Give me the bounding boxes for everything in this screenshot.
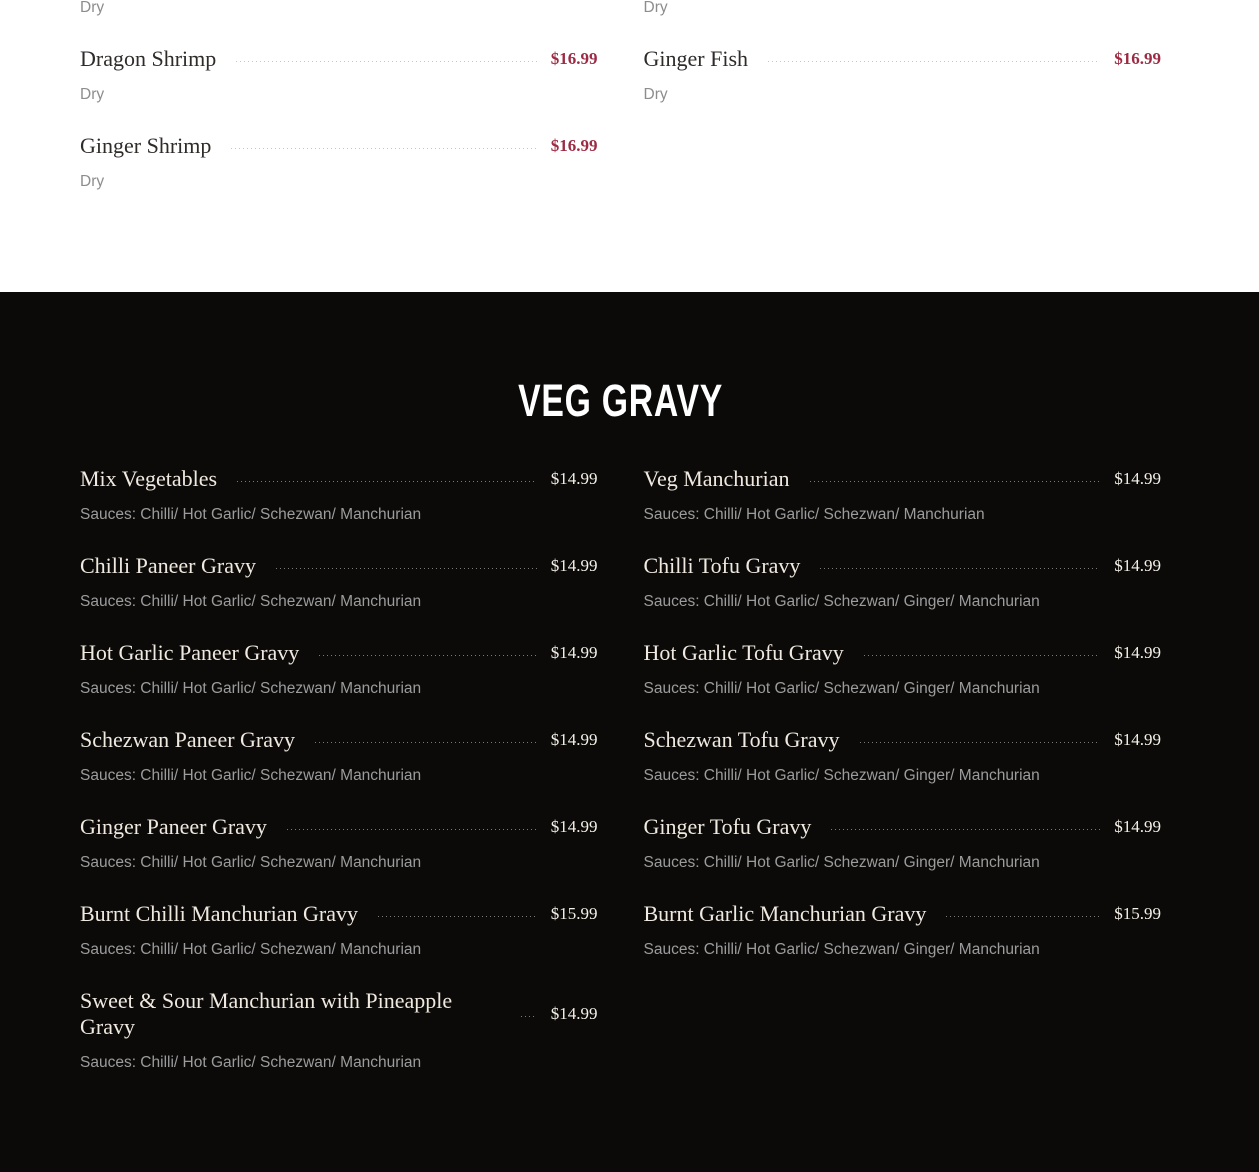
dotted-leader — [315, 741, 537, 743]
dotted-leader — [236, 60, 536, 62]
menu-item-name: Ginger Shrimp — [80, 133, 212, 158]
menu-item-name: Schezwan Tofu Gravy — [643, 727, 840, 752]
menu-item-row — [644, 727, 1162, 753]
menu-item-price: $14.99 — [550, 730, 598, 749]
menu-item — [80, 727, 598, 786]
menu-item-description: Dry — [643, 0, 668, 16]
dark-section-columns — [80, 466, 1161, 1101]
section-heading — [80, 374, 1161, 428]
menu-item-name: Dragon Shrimp — [80, 46, 217, 71]
menu-item — [80, 0, 598, 18]
menu-item-row — [80, 466, 598, 492]
menu-item-price: $15.99 — [1114, 904, 1161, 923]
menu-item-description: Sauces: Chilli/ Hot Garlic/ Schezwan/ Manchurian — [80, 506, 422, 523]
dotted-leader — [521, 1015, 537, 1017]
dotted-leader — [319, 654, 536, 656]
menu-item — [80, 466, 598, 525]
menu-item-row — [644, 466, 1162, 492]
dotted-leader — [820, 567, 1100, 569]
menu-item-name: Ginger Tofu Gravy — [643, 814, 812, 839]
dotted-leader — [237, 480, 537, 482]
menu-item — [644, 727, 1162, 786]
menu-item-description: Sauces: Chilli/ Hot Garlic/ Schezwan/ Manchurian — [80, 680, 422, 697]
dotted-leader — [860, 741, 1101, 743]
light-section-container — [80, 0, 1161, 220]
menu-item-row — [80, 814, 598, 840]
menu-item-row — [80, 133, 598, 159]
menu-item-name: Ginger Fish — [643, 46, 748, 71]
menu-item — [80, 988, 598, 1073]
menu-item-description: Sauces: Chilli/ Hot Garlic/ Schezwan/ Ginger/ Manchurian — [643, 941, 1040, 958]
menu-item — [644, 0, 1162, 18]
menu-item-price: $16.99 — [550, 136, 598, 155]
dotted-leader — [864, 654, 1100, 656]
menu-item — [80, 133, 598, 192]
menu-item-description: Sauces: Chilli/ Hot Garlic/ Schezwan/ Manchurian — [80, 593, 422, 610]
menu-item — [644, 901, 1162, 960]
dotted-leader — [378, 915, 537, 917]
menu-item-price: $14.99 — [1114, 556, 1161, 575]
menu-item-name: Chilli Paneer Gravy — [80, 553, 256, 578]
menu-item-row — [644, 901, 1162, 927]
menu-item-name: Chilli Tofu Gravy — [643, 553, 801, 578]
menu-item-row — [80, 553, 598, 579]
dotted-leader — [276, 567, 537, 569]
menu-item-price: $16.99 — [1114, 49, 1161, 68]
menu-item-price: $14.99 — [1114, 643, 1161, 662]
menu-item — [644, 814, 1162, 873]
menu-item-name: Hot Garlic Tofu Gravy — [643, 640, 844, 665]
gravy-column-left — [80, 466, 598, 1101]
menu-item — [80, 640, 598, 699]
dotted-leader — [946, 915, 1100, 917]
menu-item-description: Sauces: Chilli/ Hot Garlic/ Schezwan/ Ginger/ Manchurian — [643, 854, 1040, 871]
dotted-leader — [287, 828, 537, 830]
menu-item-description: Dry — [80, 86, 105, 103]
menu-item-description: Sauces: Chilli/ Hot Garlic/ Schezwan/ Manchurian — [80, 941, 422, 958]
light-section-columns — [80, 0, 1161, 220]
menu-item-row — [644, 814, 1162, 840]
menu-item-name: Burnt Chilli Manchurian Gravy — [80, 901, 359, 926]
dotted-leader — [768, 60, 1100, 62]
menu-item-price: $15.99 — [550, 904, 598, 923]
gravy-column-right — [644, 466, 1162, 988]
menu-item-row — [80, 901, 598, 927]
menu-item-row — [80, 46, 598, 72]
menu-item-description: Sauces: Chilli/ Hot Garlic/ Schezwan/ Ginger/ Manchurian — [643, 680, 1040, 697]
menu-item-name: Ginger Paneer Gravy — [80, 814, 267, 839]
menu-item-name: Schezwan Paneer Gravy — [80, 727, 296, 752]
menu-item — [644, 640, 1162, 699]
menu-item-row — [80, 988, 598, 1040]
menu-item-name: Veg Manchurian — [643, 466, 790, 491]
menu-item-description: Dry — [80, 173, 105, 190]
menu-item — [644, 466, 1162, 525]
seafood-dry-menu-section — [0, 0, 1259, 292]
menu-item-description: Sauces: Chilli/ Hot Garlic/ Schezwan/ Ginger/ Manchurian — [643, 767, 1040, 784]
menu-item-description: Sauces: Chilli/ Hot Garlic/ Schezwan/ Manchurian — [80, 854, 422, 871]
menu-item-row — [644, 46, 1162, 72]
menu-item-price: $14.99 — [550, 469, 598, 488]
light-column-right — [644, 0, 1162, 133]
menu-item-price: $14.99 — [1114, 469, 1161, 488]
menu-item-price: $14.99 — [1114, 730, 1161, 749]
menu-item — [644, 46, 1162, 105]
light-column-left — [80, 0, 598, 220]
menu-item-name: Hot Garlic Paneer Gravy — [80, 640, 300, 665]
menu-item-row — [644, 640, 1162, 666]
menu-item-row — [80, 640, 598, 666]
menu-item-name: Mix Vegetables — [80, 466, 218, 491]
dotted-leader — [810, 480, 1101, 482]
menu-item-row — [644, 553, 1162, 579]
menu-item-name: Sweet & Sour Manchurian with Pineapple Gravy — [80, 988, 453, 1039]
menu-item — [80, 901, 598, 960]
veg-gravy-menu-section — [0, 292, 1259, 1172]
menu-item-price: $14.99 — [550, 1004, 598, 1023]
menu-item — [80, 814, 598, 873]
menu-item-name: Burnt Garlic Manchurian Gravy — [643, 901, 927, 926]
menu-item-price: $14.99 — [550, 817, 598, 836]
menu-item — [644, 553, 1162, 612]
menu-item-description: Dry — [643, 86, 668, 103]
menu-item-price: $16.99 — [550, 49, 598, 68]
menu-item-description: Sauces: Chilli/ Hot Garlic/ Schezwan/ Manchurian — [80, 1054, 422, 1071]
menu-item-description: Sauces: Chilli/ Hot Garlic/ Schezwan/ Manchurian — [80, 767, 422, 784]
menu-item-description: Sauces: Chilli/ Hot Garlic/ Schezwan/ Manchurian — [643, 506, 985, 523]
menu-item-description: Sauces: Chilli/ Hot Garlic/ Schezwan/ Ginger/ Manchurian — [643, 593, 1040, 610]
dotted-leader — [231, 147, 536, 149]
dotted-leader — [831, 828, 1100, 830]
menu-item — [80, 46, 598, 105]
menu-item-price: $14.99 — [550, 556, 598, 575]
section-heading-text: VEG GRAVY — [518, 375, 723, 426]
menu-item-row — [80, 727, 598, 753]
menu-item-price: $14.99 — [1114, 817, 1161, 836]
menu-item-description: Dry — [80, 0, 105, 16]
dark-section-container — [80, 374, 1161, 1101]
menu-item-price: $14.99 — [550, 643, 598, 662]
menu-item — [80, 553, 598, 612]
